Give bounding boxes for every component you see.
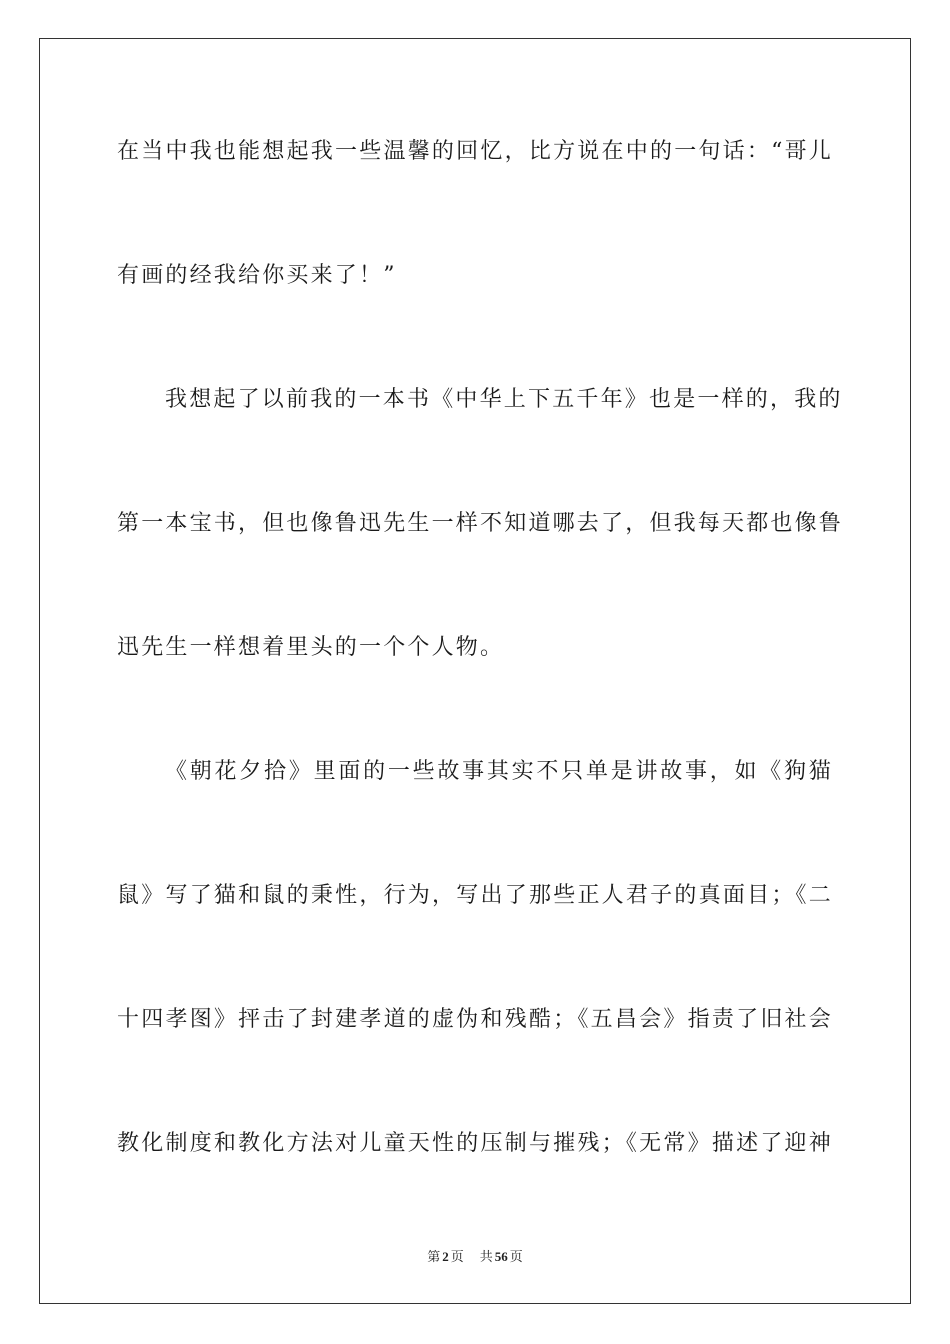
paragraph-2-line-2: 第一本宝书，但也像鲁迅先生一样不知道哪去了，但我每天都也像鲁 (117, 511, 844, 536)
page-suffix: 页 (450, 1250, 464, 1265)
paragraph-3-line-4: 教化制度和教化方法对儿童天性的压制与摧残；《无常》描述了迎神 (117, 1131, 833, 1156)
page-footer (0, 1249, 950, 1266)
paragraph-2-line-1: 我想起了以前我的一本书《中华上下五千年》也是一样的，我的 (165, 387, 843, 412)
total-pages: 56 (494, 1249, 508, 1264)
paragraph-2-line-3: 迅先生一样想着里头的一个个人物。 (117, 635, 505, 660)
page-border (39, 38, 911, 1304)
total-prefix: 共 (479, 1250, 493, 1265)
page-prefix: 第 (427, 1250, 441, 1265)
total-suffix: 页 (509, 1250, 523, 1265)
page-number: 2 (442, 1249, 449, 1264)
paragraph-3-line-3: 十四孝图》抨击了封建孝道的虚伪和残酷；《五昌会》指责了旧社会 (117, 1007, 833, 1032)
text-line-2: 有画的经我给你买来了！” (117, 263, 397, 288)
text-line-1: 在当中我也能想起我一些温馨的回忆，比方说在中的一句话：“哥儿 (117, 139, 833, 164)
paragraph-3-line-1: 《朝花夕拾》里面的一些故事其实不只单是讲故事，如《狗猫 (165, 759, 833, 784)
paragraph-3-line-2: 鼠》写了猫和鼠的秉性，行为，写出了那些正人君子的真面目；《二 (117, 883, 833, 908)
